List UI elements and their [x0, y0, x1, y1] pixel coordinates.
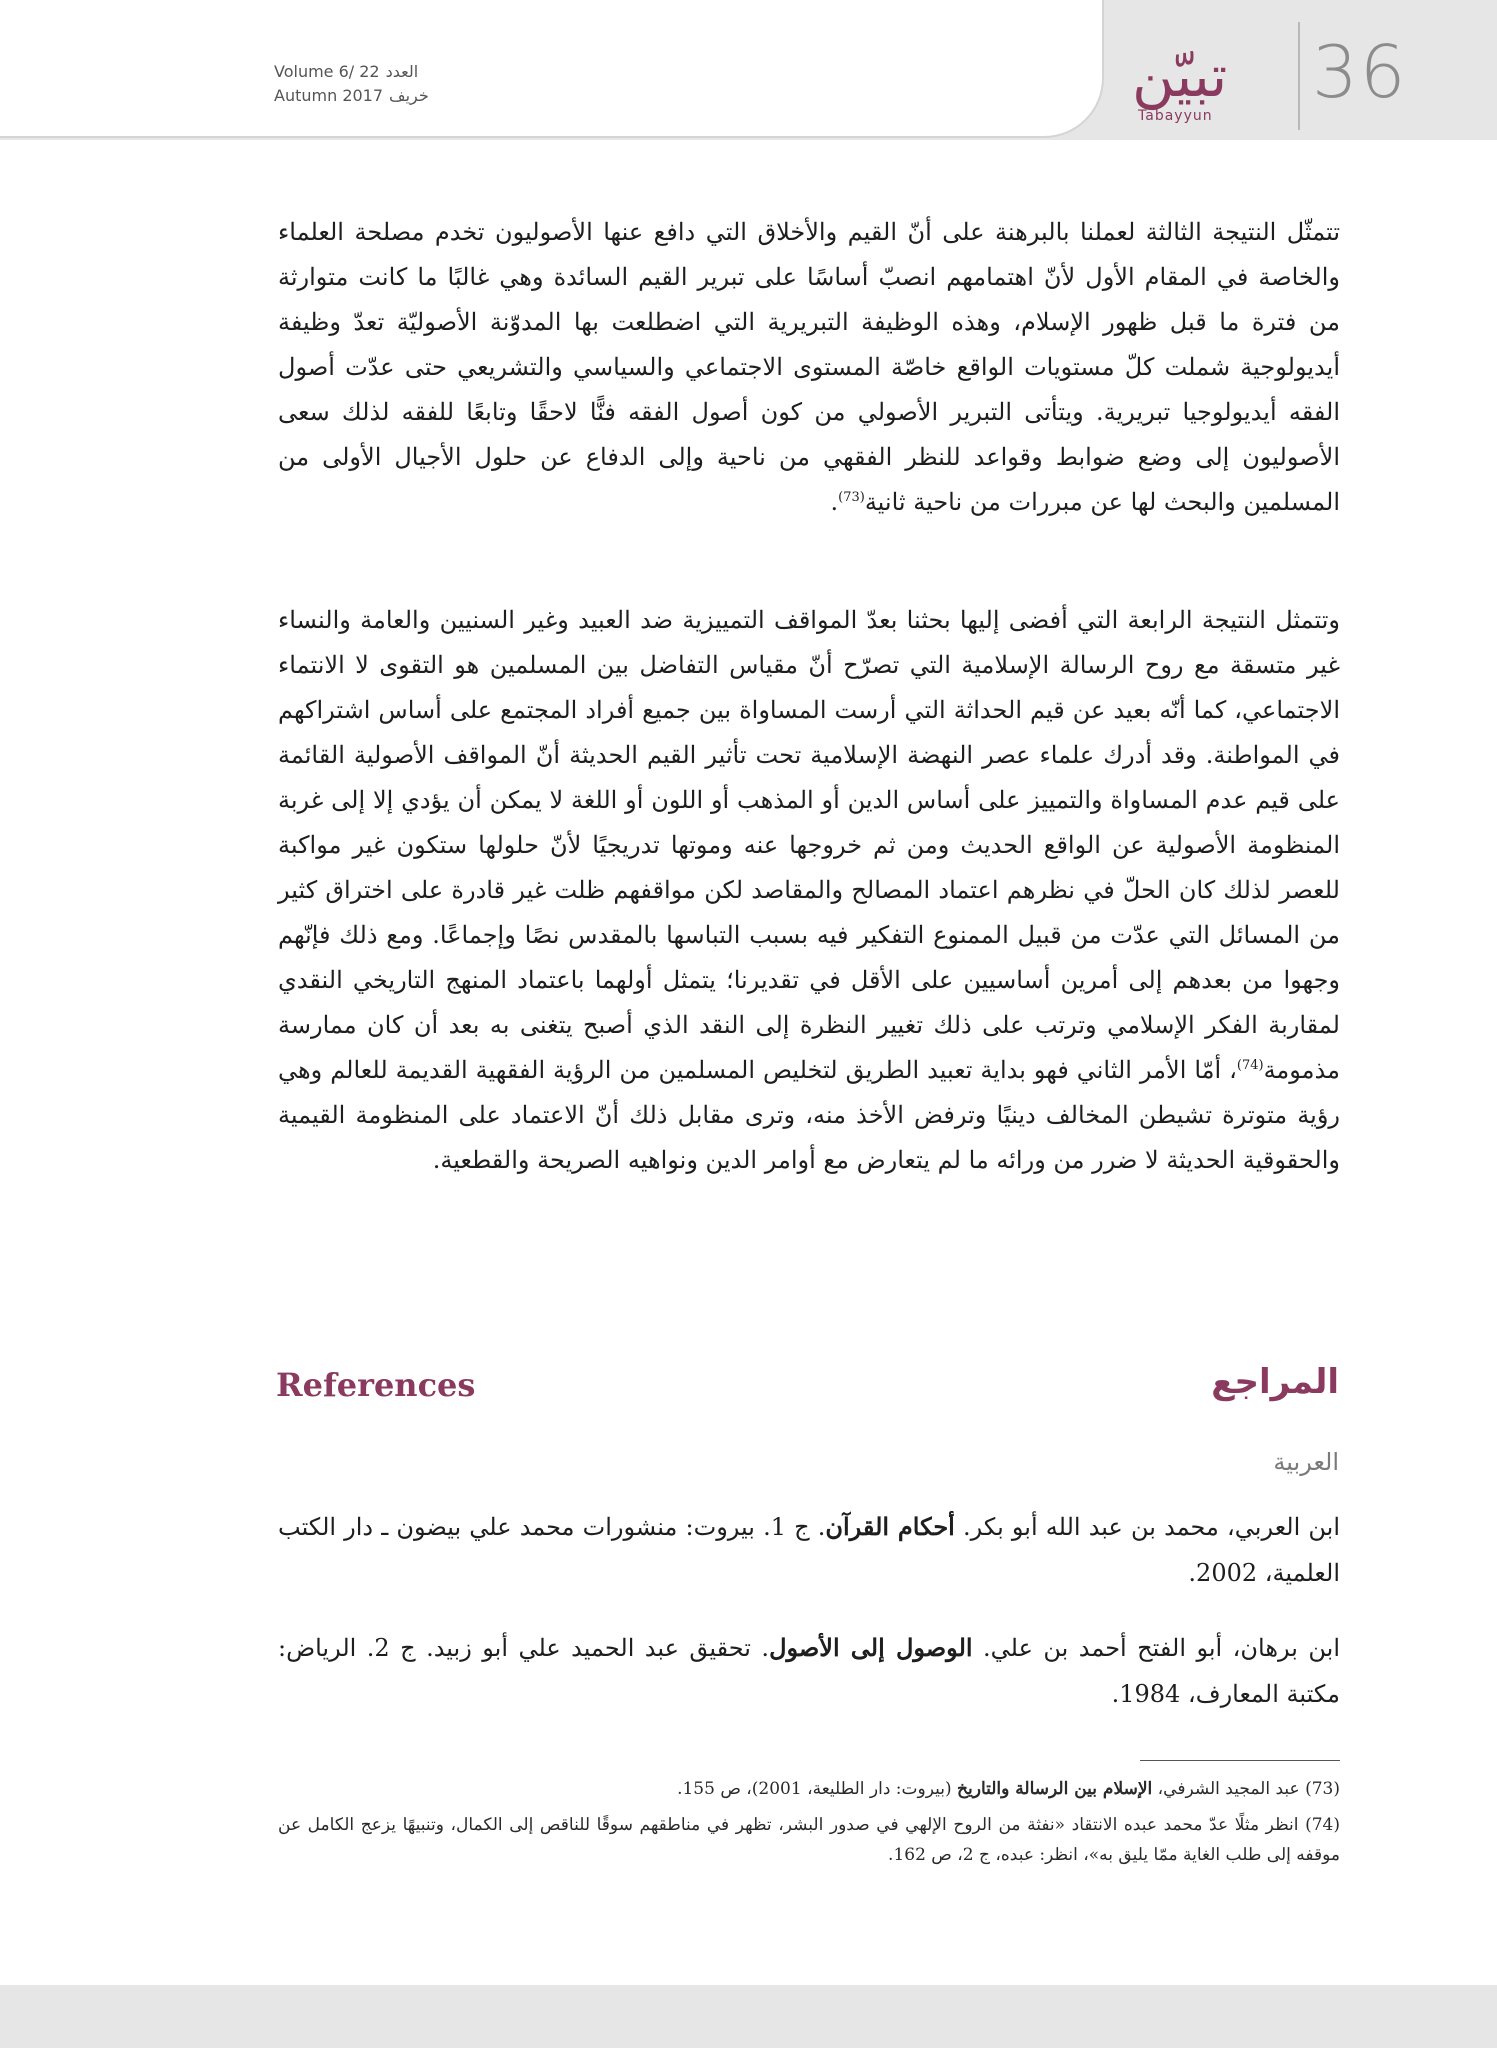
footer-band	[0, 1985, 1497, 2048]
page-number: 36	[1312, 30, 1408, 114]
references-subheading: العربية	[1273, 1448, 1339, 1476]
season-line: Autumn 2017 خريف	[274, 86, 429, 105]
reference-entry: ابن برهان، أبو الفتح أحمد بن علي. الوصول إلى الأصول. تحقيق عبد الحميد علي أبو زبيد. ج 2. الرياض: مكتبة المعارف، 1984.	[278, 1633, 1340, 1708]
footnote-73: (73) عبد المجيد الشرفي، الإسلام بين الرسالة والتاريخ (بيروت: دار الطليعة، 2001)، ص 155.	[677, 1779, 1340, 1799]
reference-entry: ابن العربي، محمد بن عبد الله أبو بكر. أحكام القرآن. ج 1. بيروت: منشورات محمد علي بيضون ـ دار الكتب العلمية، 2002.	[278, 1512, 1340, 1587]
footnote-rule	[1140, 1760, 1340, 1761]
journal-logo	[1122, 42, 1292, 132]
paragraph-2: وتتمثل النتيجة الرابعة التي أفضى إليها بحثنا بعدّ المواقف التمييزية ضد العبيد وغير السنيين والعامة والنساء غير متسقة مع روح الرسالة الإسلامية التي تصرّح أنّ مقياس التفاضل بين المسلمين هو التقوى لا الانتماء الاجتماعي، كما أنّه بعيد عن قيم الحداثة التي أرست المساواة بين جميع أفراد المجتمع على أساس اشتراكهم في المواطنة. وقد أدرك علماء عصر النهضة الإسلامية تحت تأثير القيم الحديثة أنّ المواقف الأصولية القائمة على قيم عدم المساواة والتمييز على أساس الدين أو المذهب أو اللون أو اللغة لا يمكن أن يؤدي إلا إلى غربة المنظومة الأصولية عن الواقع الحديث ومن ثم خروجها عنه وموتها تدريجيًا لأنّ حلولها ستكون غير مواكبة للعصر لذلك كان الحلّ في نظرهم اعتماد المصالح والمقاصد لكن مواقفهم ظلت غير قادرة على اختراق كثير من المسائل التي عدّت من قبيل الممنوع التفكير فيه بسبب التباسها بالمقدس نصًا وإجماعًا. ومع ذلك فإنّهم وجهوا من بعدهم إلى أمرين أساسيين على الأقل في تقديرنا؛ يتمثل أولهما باعتماد المنهج التاريخي النقدي لمقاربة الفكر الإسلامي وترتب على ذلك تغيير النظرة إلى النقد الذي أصبح يتغنى به بعد أن كان ممارسة مذمومة$^{(74)}$، أمّا الأمر الثاني فهو بداية تعبيد الطريق لتخليص المسلمين من الرؤية الفقهية القديمة للعالم وهي رؤية متوترة تشيطن المخالف دينيًا وترفض الأخذ منه، وترى مقابل ذلك أنّ الاعتماد على المنظومة القيمية والحقوقية الحديثة لا ضرر من ورائه ما لم يتعارض مع أوامر الدين ونواهيه الصريحة والقطعية.	[278, 606, 1341, 1174]
issue-info	[274, 60, 474, 108]
footnote-ref-74[interactable]: (74)	[1236, 1058, 1264, 1073]
references-heading-ar: المراجع	[1211, 1362, 1339, 1402]
paragraph-1: تتمثّل النتيجة الثالثة لعملنا بالبرهنة على أنّ القيم والأخلاق التي دافع عنها الأصوليون تخدم مصلحة العلماء والخاصة في المقام الأول لأنّ اهتمامهم انصبّ أساسًا على تبرير القيم السائدة وهي غالبًا ما كانت متوارثة من فترة ما قبل ظهور الإسلام، وهذه الوظيفة التبريرية التي اضطلعت بها المدوّنة الأصوليّة تعدّ وظيفة أيديولوجية شملت كلّ مستويات الواقع خاصّة المستوى الاجتماعي والسياسي والتشريعي حتى عدّت أصول الفقه أيديولوجيا تبريرية. ويتأتى التبرير الأصولي من كون أصول الفقه فنًّا لاحقًا وتابعًا للفقه لذلك سعى الأصوليون إلى وضع ضوابط وقواعد للنظر الفقهي من ناحية وإلى الدفاع عن حلول الأجيال الأولى من المسلمين والبحث لها عن مبررات من ناحية ثانية$^{(73)}$.	[278, 218, 1340, 516]
logo-english: Tabayyun	[1138, 108, 1213, 124]
header-panel	[0, 0, 1104, 138]
references-heading-en: References	[276, 1366, 476, 1404]
volume-line: Volume 6/ 22 العدد	[274, 62, 419, 81]
header-divider	[1298, 22, 1300, 130]
logo-arabic: تبيّن	[1132, 42, 1228, 110]
footnote-74: (74) انظر مثلًا عدّ محمد عبده الانتقاد «نفثة من الروح الإلهي في صدور البشر، تظهر في مناطقهم سوقًا للناقص إلى الكمال، وتنبيهًا يزعج الكامل عن موقفه إلى طلب الغاية ممّا يليق به»، انظر: عبده، ج 2، ص 162.	[278, 1815, 1340, 1865]
footnote-ref-73[interactable]: (73)	[838, 490, 865, 505]
